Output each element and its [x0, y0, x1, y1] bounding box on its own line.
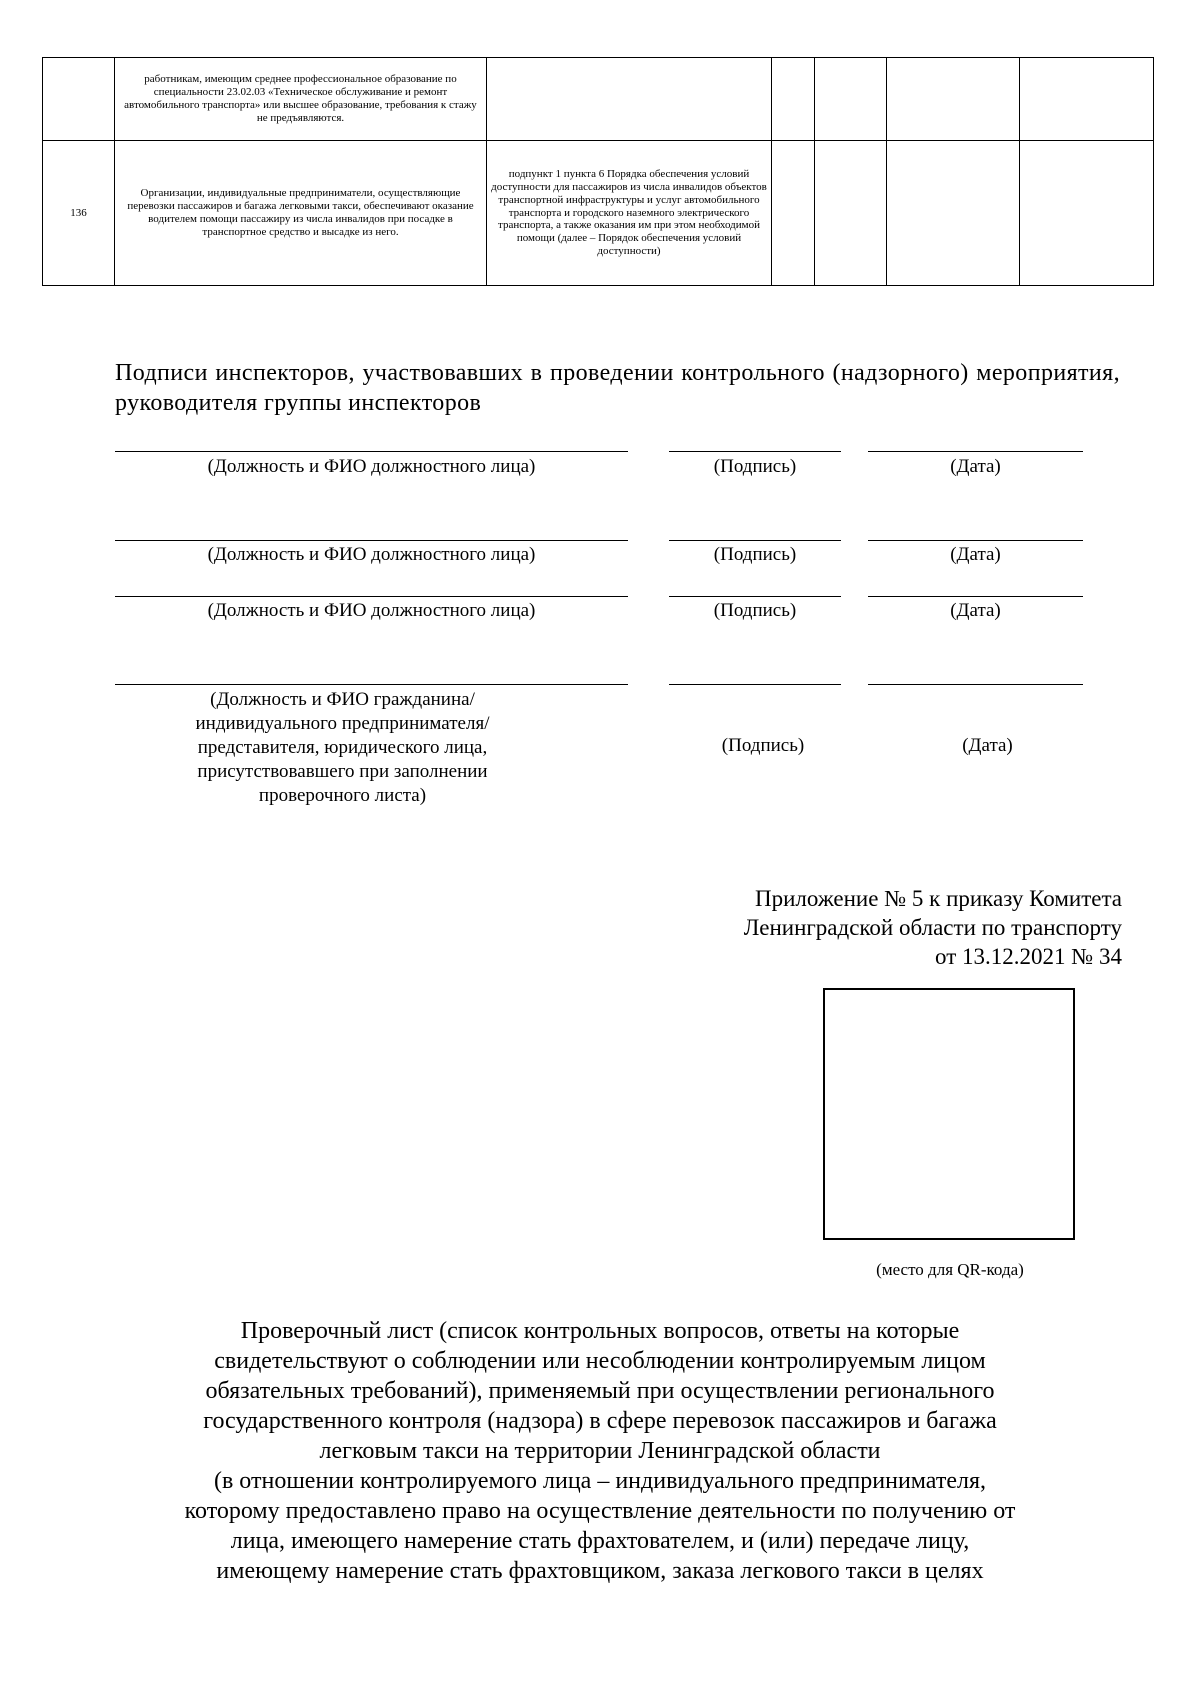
- table-row: [43, 58, 1154, 141]
- signature-line: [669, 540, 841, 541]
- signatures-heading: Подписи инспекторов, участвовавших в проведении контрольного (надзорного) мероприятия, руководителя группы инспекторов: [115, 360, 1120, 416]
- signature-line: [669, 451, 841, 452]
- signature-caption: (Подпись): [713, 544, 797, 565]
- official-line: [115, 540, 628, 541]
- official-caption: (Должность и ФИО должностного лица): [207, 544, 536, 565]
- signature-line: [669, 596, 841, 597]
- date-line: [868, 540, 1083, 541]
- qr-code-caption: (место для QR-кода): [876, 1260, 1024, 1279]
- basis-cell: [487, 58, 772, 141]
- representative-line: [115, 684, 628, 685]
- official-line: [115, 596, 628, 597]
- note-cell: [1020, 141, 1154, 286]
- requirement-cell: работникам, имеющим среднее профессиональное образование по специальности 23.02.03 «Техническое обслуживание и ремонт автомобильного транспорта» или высшее образование, требования к стажу не предъявляются.: [115, 58, 487, 141]
- table-row: [43, 141, 1154, 286]
- basis-cell: подпункт 1 пункта 6 Порядка обеспечения условий доступности для пассажиров из числа инвалидов объектов транспортной инфраструктуры и услуг автомобильного транспорта и городского наземного электрического транспорта, а также оказания им при этом необходимой помощи (далее – Порядок обеспечения условий доступности): [487, 141, 772, 286]
- official-caption: (Должность и ФИО должностного лица): [207, 456, 536, 477]
- date-caption: (Дата): [962, 735, 1013, 756]
- date-line: [868, 596, 1083, 597]
- appendix-line: Ленинградской области по транспорту: [743, 915, 1122, 940]
- answer-yes-cell: [772, 58, 815, 141]
- checklist-title: [100, 1316, 1100, 1586]
- signature-caption: (Подпись): [721, 735, 805, 756]
- title-line: Проверочный лист (список контрольных вопросов, ответы на которые: [240, 1318, 960, 1344]
- representative-caption: (Должность и ФИО гражданина/индивидуального предпринимателя/представителя, юридического лица, присутствовавшего при заполнении проверочного листа): [195, 689, 490, 806]
- signature-caption: (Подпись): [713, 456, 797, 477]
- official-caption: (Должность и ФИО должностного лица): [207, 600, 536, 621]
- title-line: государственного контроля (надзора) в сфере перевозок пассажиров и багажа: [203, 1408, 997, 1434]
- title-line: свидетельствуют о соблюдении или несоблюдении контролируемым лицом: [214, 1348, 986, 1374]
- answer-na-cell: [887, 141, 1020, 286]
- answer-no-cell: [815, 141, 887, 286]
- appendix-line: от 13.12.2021 № 34: [935, 944, 1122, 969]
- title-line: легковым такси на территории Ленинградской области: [319, 1438, 881, 1464]
- note-cell: [1020, 58, 1154, 141]
- date-caption: (Дата): [950, 600, 1001, 621]
- signature-caption: (Подпись): [713, 600, 797, 621]
- answer-yes-cell: [772, 141, 815, 286]
- appendix-reference: [622, 884, 1122, 971]
- qr-code-placeholder: [823, 988, 1075, 1240]
- appendix-line: Приложение № 5 к приказу Комитета: [755, 886, 1122, 911]
- row-number-cell: [43, 58, 115, 141]
- official-line: [115, 451, 628, 452]
- date-line: [868, 684, 1083, 685]
- date-line: [868, 451, 1083, 452]
- answer-no-cell: [815, 58, 887, 141]
- date-caption: (Дата): [950, 544, 1001, 565]
- answer-na-cell: [887, 58, 1020, 141]
- title-line: (в отношении контролируемого лица – индивидуального предпринимателя,: [213, 1468, 986, 1494]
- signature-line: [669, 684, 841, 685]
- requirement-cell: Организации, индивидуальные предприниматели, осуществляющие перевозки пассажиров и багажа легковыми такси, обеспечивают оказание водителем помощи пассажиру из числа инвалидов при посадке в транспортное средство и высадке из него.: [115, 141, 487, 286]
- title-line: которому предоставлено право на осуществление деятельности по получению от: [184, 1498, 1016, 1524]
- title-line: лица, имеющего намерение стать фрахтователем, и (или) передаче лицу,: [230, 1528, 970, 1554]
- title-line: имеющему намерение стать фрахтовщиком, заказа легкового такси в целях: [216, 1558, 984, 1584]
- date-caption: (Дата): [950, 456, 1001, 477]
- checklist-table: [42, 57, 1154, 286]
- title-line: обязательных требований), применяемый при осуществлении регионального: [205, 1378, 995, 1404]
- row-number-cell: 136: [43, 141, 115, 286]
